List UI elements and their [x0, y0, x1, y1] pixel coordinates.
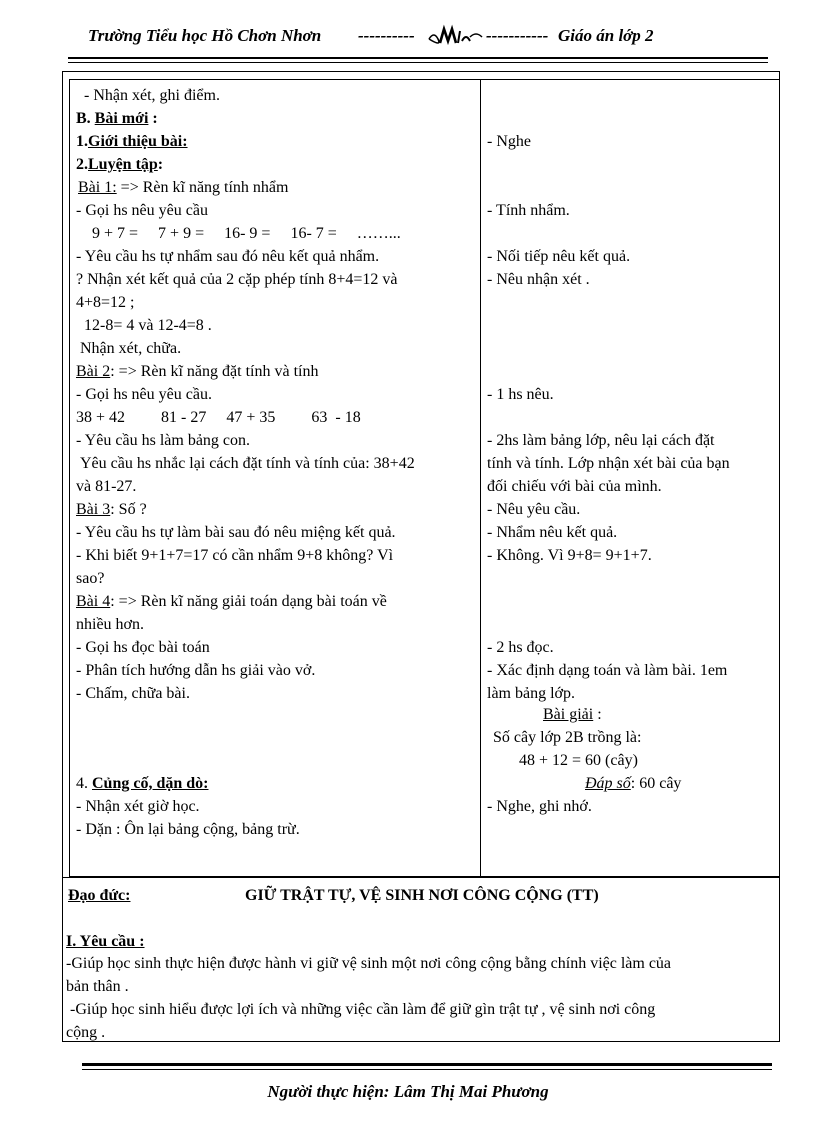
right-line-14: làm bảng lớp.: [487, 685, 575, 702]
left-line-20: - Yêu cầu hs tự làm bài sau đó nêu miệng kết quả.: [76, 524, 396, 541]
left-line-15: 38 + 42 81 - 27 47 + 35 63 - 18: [76, 409, 361, 426]
left-line-1: - Nhận xét, ghi điểm.: [84, 87, 220, 104]
right-line-12: - 2 hs đọc.: [487, 639, 554, 656]
left-line-29: - Nhận xét giờ học.: [76, 798, 200, 815]
left-line-12: Nhận xét, chữa.: [80, 340, 182, 357]
left-line-21: - Khi biết 9+1+7=17 có cần nhẩm 9+8 không? Vì: [76, 547, 394, 564]
exercise-4-title: Bài 4: => Rèn kĩ năng giải toán dạng bài toán về: [76, 593, 387, 610]
right-line-2: - Tính nhẩm.: [487, 202, 570, 219]
header-rule-thick: [68, 57, 768, 59]
right-line-7: tính và tính. Lớp nhận xét bài của bạn: [487, 455, 730, 472]
requirements-heading: I. Yêu cầu :: [66, 933, 145, 950]
left-line-11: 12-8= 4 và 12-4=8 .: [84, 317, 212, 334]
subject-label: Đạo đức:: [68, 887, 131, 904]
right-line-17: 48 + 12 = 60 (cây): [519, 752, 638, 769]
right-line-13: - Xác định dạng toán và làm bài. 1em: [487, 662, 728, 679]
left-line-25: - Gọi hs đọc bài toán: [76, 639, 210, 656]
left-line-7: 9 + 7 = 7 + 9 = 16- 9 = 16- 7 = ……...: [92, 225, 401, 242]
left-line-10: 4+8=12 ;: [76, 294, 135, 311]
author-line: Người thực hiện: Lâm Thị Mai Phương: [267, 1082, 549, 1101]
left-line-9: ? Nhận xét kết quả của 2 cặp phép tính 8+4=12 và: [76, 271, 398, 288]
left-line-27: - Chấm, chữa bài.: [76, 685, 190, 702]
right-line-3: - Nối tiếp nêu kết quả.: [487, 248, 631, 265]
right-line-16: Số cây lớp 2B trồng là:: [493, 729, 642, 746]
school-name: Trường Tiểu học Hồ Chơn Nhơn: [88, 26, 322, 45]
right-line-1: - Nghe: [487, 133, 531, 150]
page-header: [88, 26, 768, 52]
header-dashes-right: -----------: [486, 26, 549, 45]
left-line-26: - Phân tích hướng dẫn hs giải vào vở.: [76, 662, 316, 679]
left-line-6: - Gọi hs nêu yêu cầu: [76, 202, 208, 219]
lesson-title: GIỮ TRẬT TỰ, VỆ SINH NƠI CÔNG CỘNG (TT): [245, 887, 599, 904]
section-b-heading: B. Bài mới :: [76, 110, 158, 127]
right-line-11: - Không. Vì 9+8= 9+1+7.: [487, 547, 652, 564]
intro-heading: 1.Giới thiệu bài:: [76, 133, 188, 150]
requirement-line-4: cộng .: [66, 1024, 106, 1041]
exercise-1-title: Bài 1: => Rèn kĩ năng tính nhẩm: [78, 179, 289, 196]
left-line-16: - Yêu cầu hs làm bảng con.: [76, 432, 251, 449]
right-line-5: - 1 hs nêu.: [487, 386, 554, 403]
plan-title: Giáo án lớp 2: [558, 26, 654, 45]
left-line-8: - Yêu cầu hs tự nhẩm sau đó nêu kết quả nhẩm.: [76, 248, 380, 265]
header-dashes-left: ----------: [358, 26, 415, 45]
table-column-divider: [480, 79, 481, 877]
solution-heading: Bài giải :: [543, 706, 602, 723]
left-line-17: Yêu cầu hs nhắc lại cách đặt tính và tính của: 38+42: [80, 455, 415, 472]
right-line-4: - Nêu nhận xét .: [487, 271, 590, 288]
right-line-8: đối chiếu với bài của mình.: [487, 478, 662, 495]
left-line-30: - Dặn : Ôn lại bảng cộng, bảng trừ.: [76, 821, 300, 838]
exercise-3-title: Bài 3: Số ?: [76, 501, 147, 518]
exercise-2-title: Bài 2: => Rèn kĩ năng đặt tính và tính: [76, 363, 319, 380]
practice-heading: 2.Luyện tập:: [76, 156, 164, 173]
requirement-line-2: bản thân .: [66, 978, 129, 995]
right-line-6: - 2hs làm bảng lớp, nêu lại cách đặt: [487, 432, 715, 449]
ornament-logo-icon: [426, 23, 484, 49]
left-line-18: và 81-27.: [76, 478, 137, 495]
table-bottom-rule: [62, 877, 780, 878]
answer-line: Đáp số: 60 cây: [585, 775, 682, 792]
right-line-10: - Nhẩm nêu kết quả.: [487, 524, 618, 541]
footer-rule-thick: [82, 1063, 772, 1066]
footer-rule-thin: [82, 1069, 772, 1070]
wrapup-heading: 4. Củng cố, dặn dò:: [76, 775, 209, 792]
right-line-9: - Nêu yêu cầu.: [487, 501, 581, 518]
header-rule-thin: [68, 62, 768, 63]
right-line-19: - Nghe, ghi nhớ.: [487, 798, 592, 815]
left-line-14: - Gọi hs nêu yêu cầu.: [76, 386, 212, 403]
left-line-22: sao?: [76, 570, 105, 587]
requirement-line-3: -Giúp học sinh hiểu được lợi ích và những việc cần làm để giữ gìn trật tự , vệ sinh nơi công: [70, 1001, 656, 1018]
left-line-24: nhiều hơn.: [76, 616, 145, 633]
requirement-line-1: -Giúp học sinh thực hiện được hành vi giữ vệ sinh một nơi công cộng bằng chính việc làm của: [66, 955, 672, 972]
